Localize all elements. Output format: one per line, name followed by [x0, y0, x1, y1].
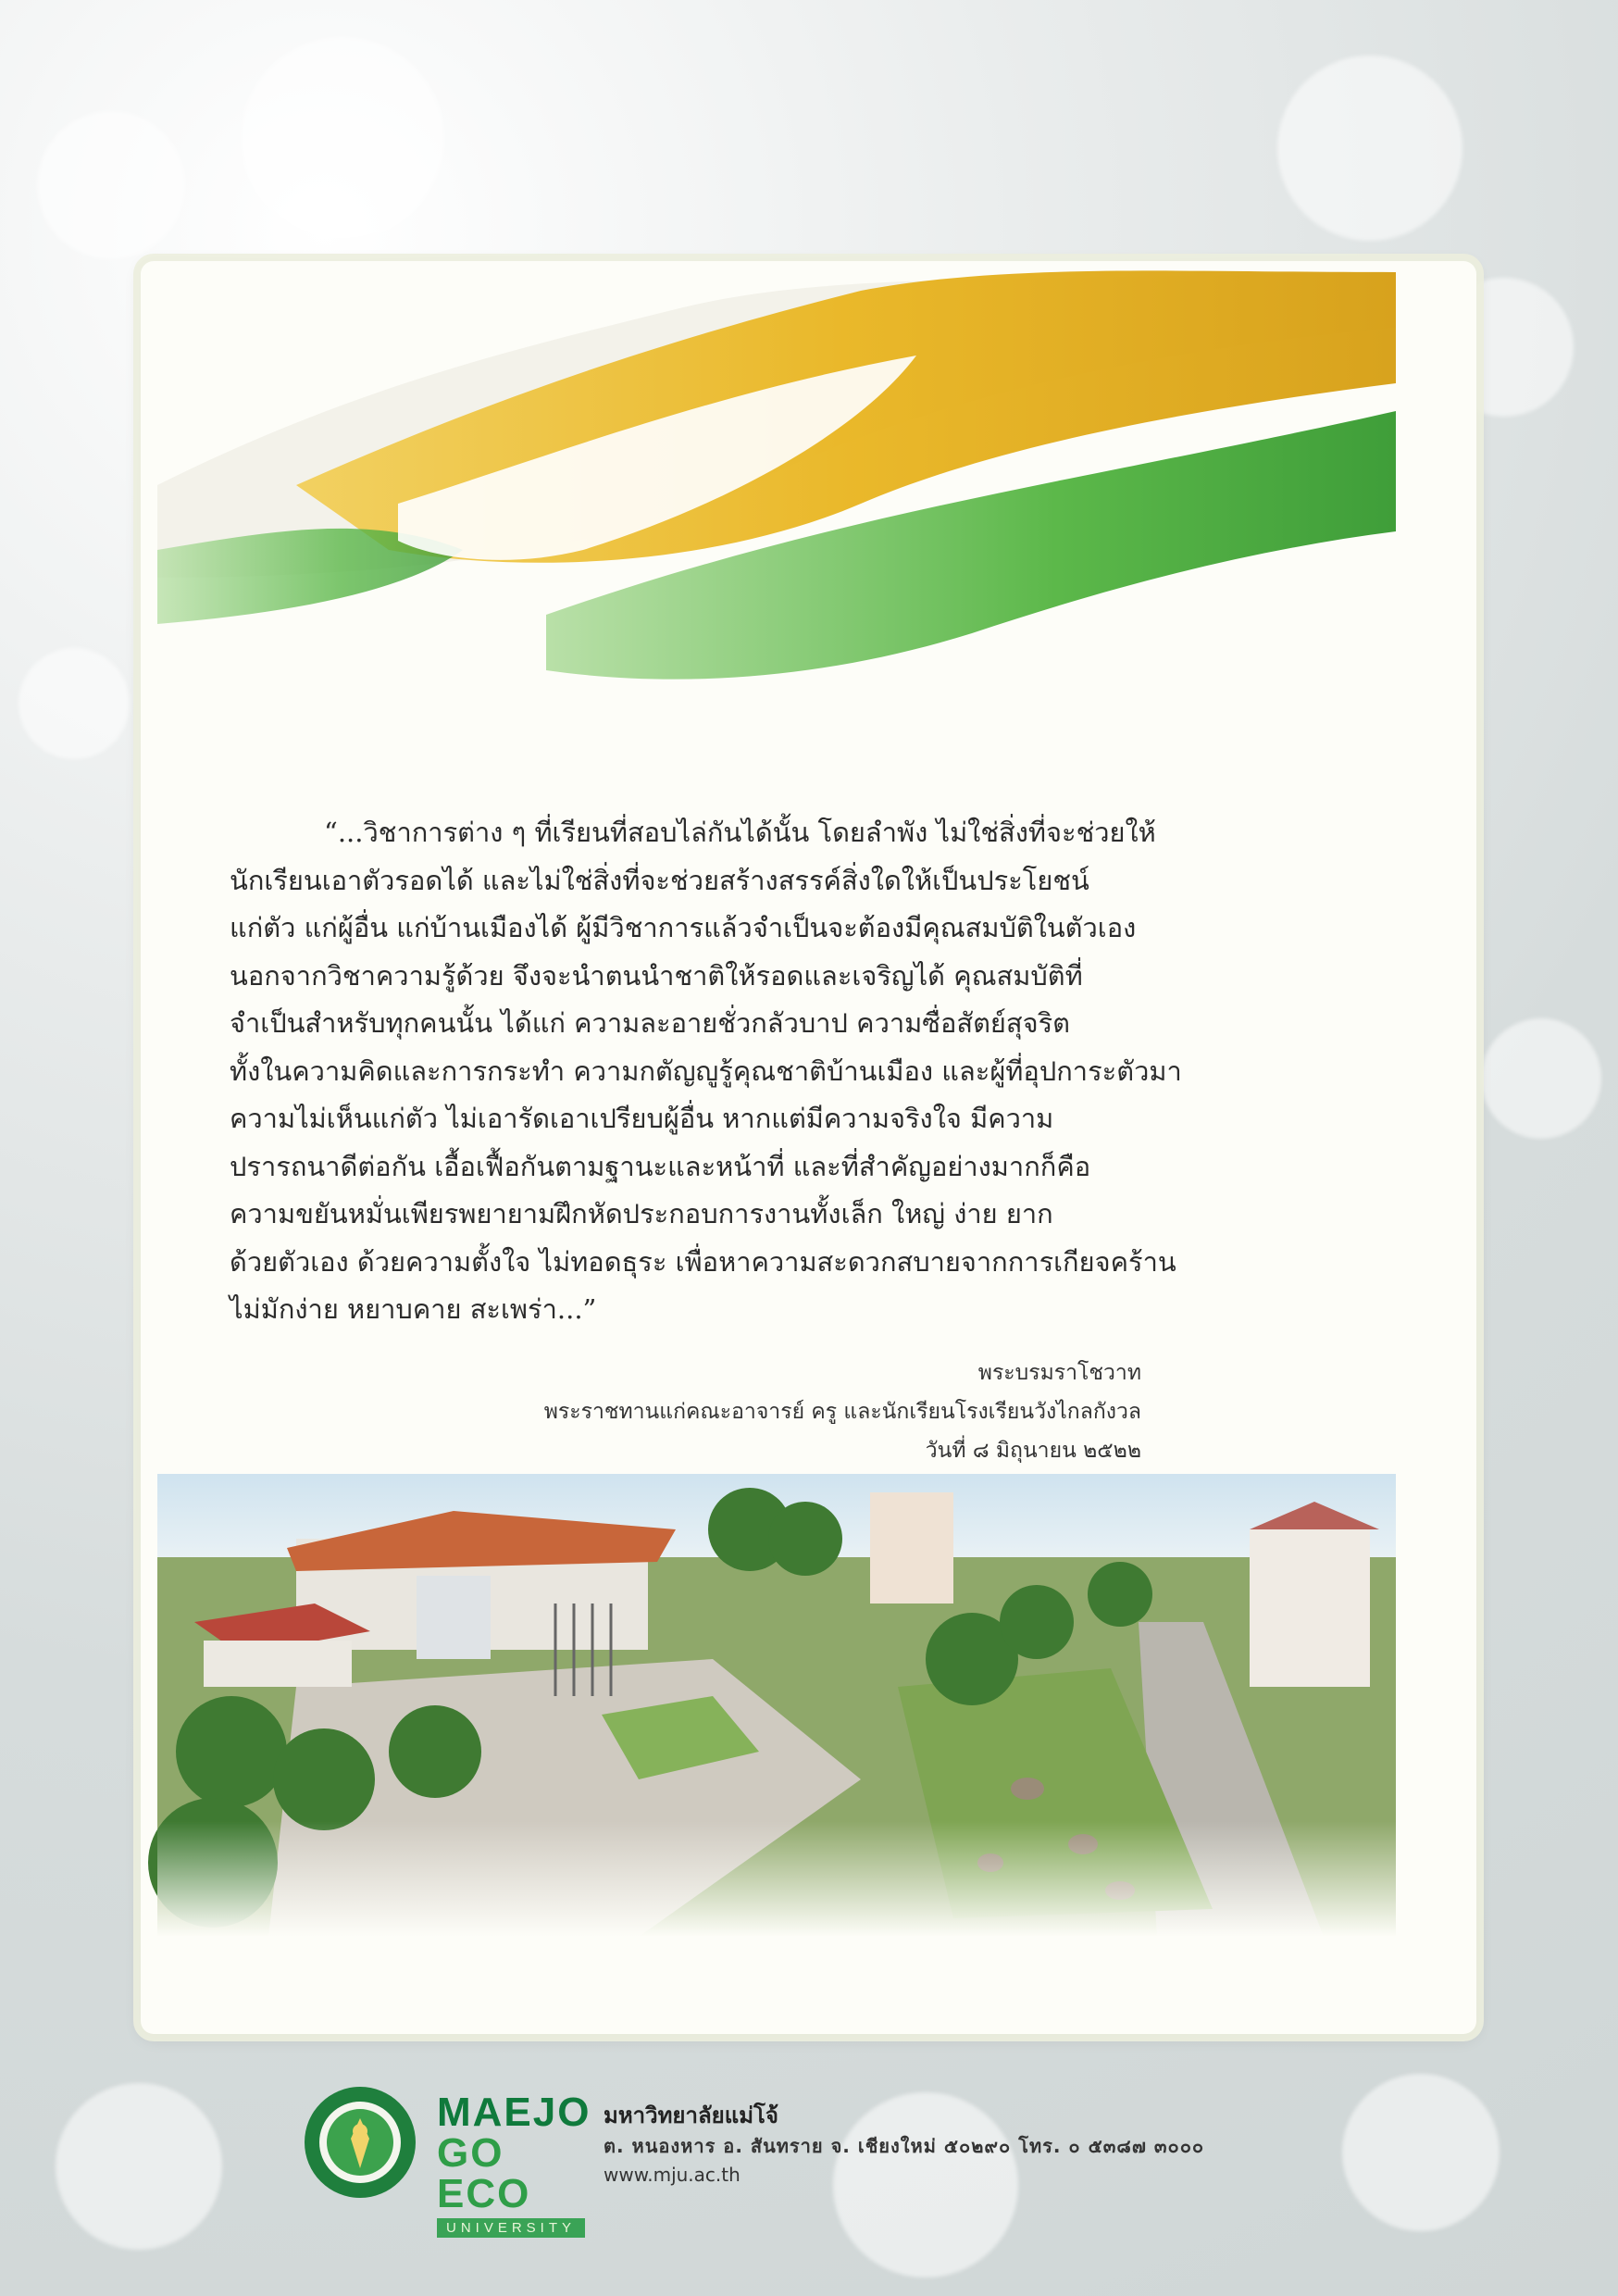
- university-name: มหาวิทยาลัยแม่โจ้: [604, 2103, 778, 2128]
- poster-card: [141, 261, 1476, 2236]
- quote-line: ความไม่เห็นแก่ตัว ไม่เอารัดเอาเปรียบผู้อื่น หากแต่มีความจริงใจ มีความ: [230, 1103, 1054, 1134]
- quote-line: ไม่มักง่าย หยาบคาย สะเพร่า...”: [230, 1293, 597, 1325]
- quote-line: ทั้งในความคิดและการกระทำ ความกตัญญูรู้คุณชาติบ้านเมือง และผู้ที่อุปการะตัวมา: [230, 1054, 1182, 1087]
- brand-line-maejo: MAEJO: [437, 2090, 591, 2135]
- university-seal-icon: [303, 2085, 417, 2200]
- university-address: ต. หนองหาร อ. สันทราย จ. เชียงใหม่ ๕๐๒๙๐ โทร. ๐ ๕๓๘๗ ๓๐๐๐: [604, 2135, 1205, 2157]
- royal-quote: [230, 809, 1405, 1334]
- quote-line: ด้วยตัวเอง ด้วยความตั้งใจ ไม่ทอดธุระ เพื่อหาความสะดวกสบายจากการเกียจคร้าน: [230, 1245, 1176, 1278]
- attribution-title: พระบรมราโชวาท: [977, 1361, 1141, 1385]
- footer: [303, 2076, 1321, 2236]
- quote-line: แก่ตัว แก่ผู้อื่น แก่บ้านเมืองได้ ผู้มีวิชาการแล้วจำเป็นจะต้องมีคุณสมบัติในตัวเอง: [230, 912, 1137, 943]
- quote-line: จำเป็นสำหรับทุกคนนั้น ได้แก่ ความละอายชั่วกลัวบาป ความซื่อสัตย์สุจริต: [230, 1007, 1070, 1039]
- campus-aerial-photo: [157, 1474, 1396, 1937]
- quote-line: นอกจากวิชาความรู้ด้วย จึงจะนำตนนำชาติให้รอดและเจริญได้ คุณสมบัติที่: [230, 959, 1083, 992]
- university-website[interactable]: www.mju.ac.th: [604, 2164, 741, 2186]
- attribution-occasion: พระราชทานแก่คณะอาจารย์ ครู และนักเรียนโรงเรียนวังไกลกังวล: [543, 1400, 1141, 1424]
- brand-line-go-eco: GO ECO: [437, 2130, 531, 2216]
- university-info: [604, 2100, 1204, 2189]
- quote-line: ความขยันหมั่นเพียรพยายามฝึกหัดประกอบการงานทั้งเล็ก ใหญ่ ง่าย ยาก: [230, 1198, 1053, 1229]
- maejo-go-eco-logo: [437, 2090, 591, 2238]
- attribution-date: วันที่ ๘ มิถุนายน ๒๕๒๒: [925, 1439, 1141, 1463]
- waving-flag-graphic: [157, 272, 1396, 707]
- quote-attribution: [544, 1354, 1141, 1470]
- brand-line-university: UNIVERSITY: [437, 2218, 585, 2238]
- quote-line: ปรารถนาดีต่อกัน เอื้อเฟื้อกันตามฐานะและหน้าที่ และที่สำคัญอย่างมากก็คือ: [230, 1150, 1091, 1182]
- quote-line: “...วิชาการต่าง ๆ ที่เรียนที่สอบไล่กันได้นั้น โดยลำพัง ไม่ใช่สิ่งที่จะช่วยให้: [324, 817, 1156, 848]
- quote-line: นักเรียนเอาตัวรอดได้ และไม่ใช่สิ่งที่จะช่วยสร้างสรรค์สิ่งใดให้เป็นประโยชน์: [230, 864, 1089, 896]
